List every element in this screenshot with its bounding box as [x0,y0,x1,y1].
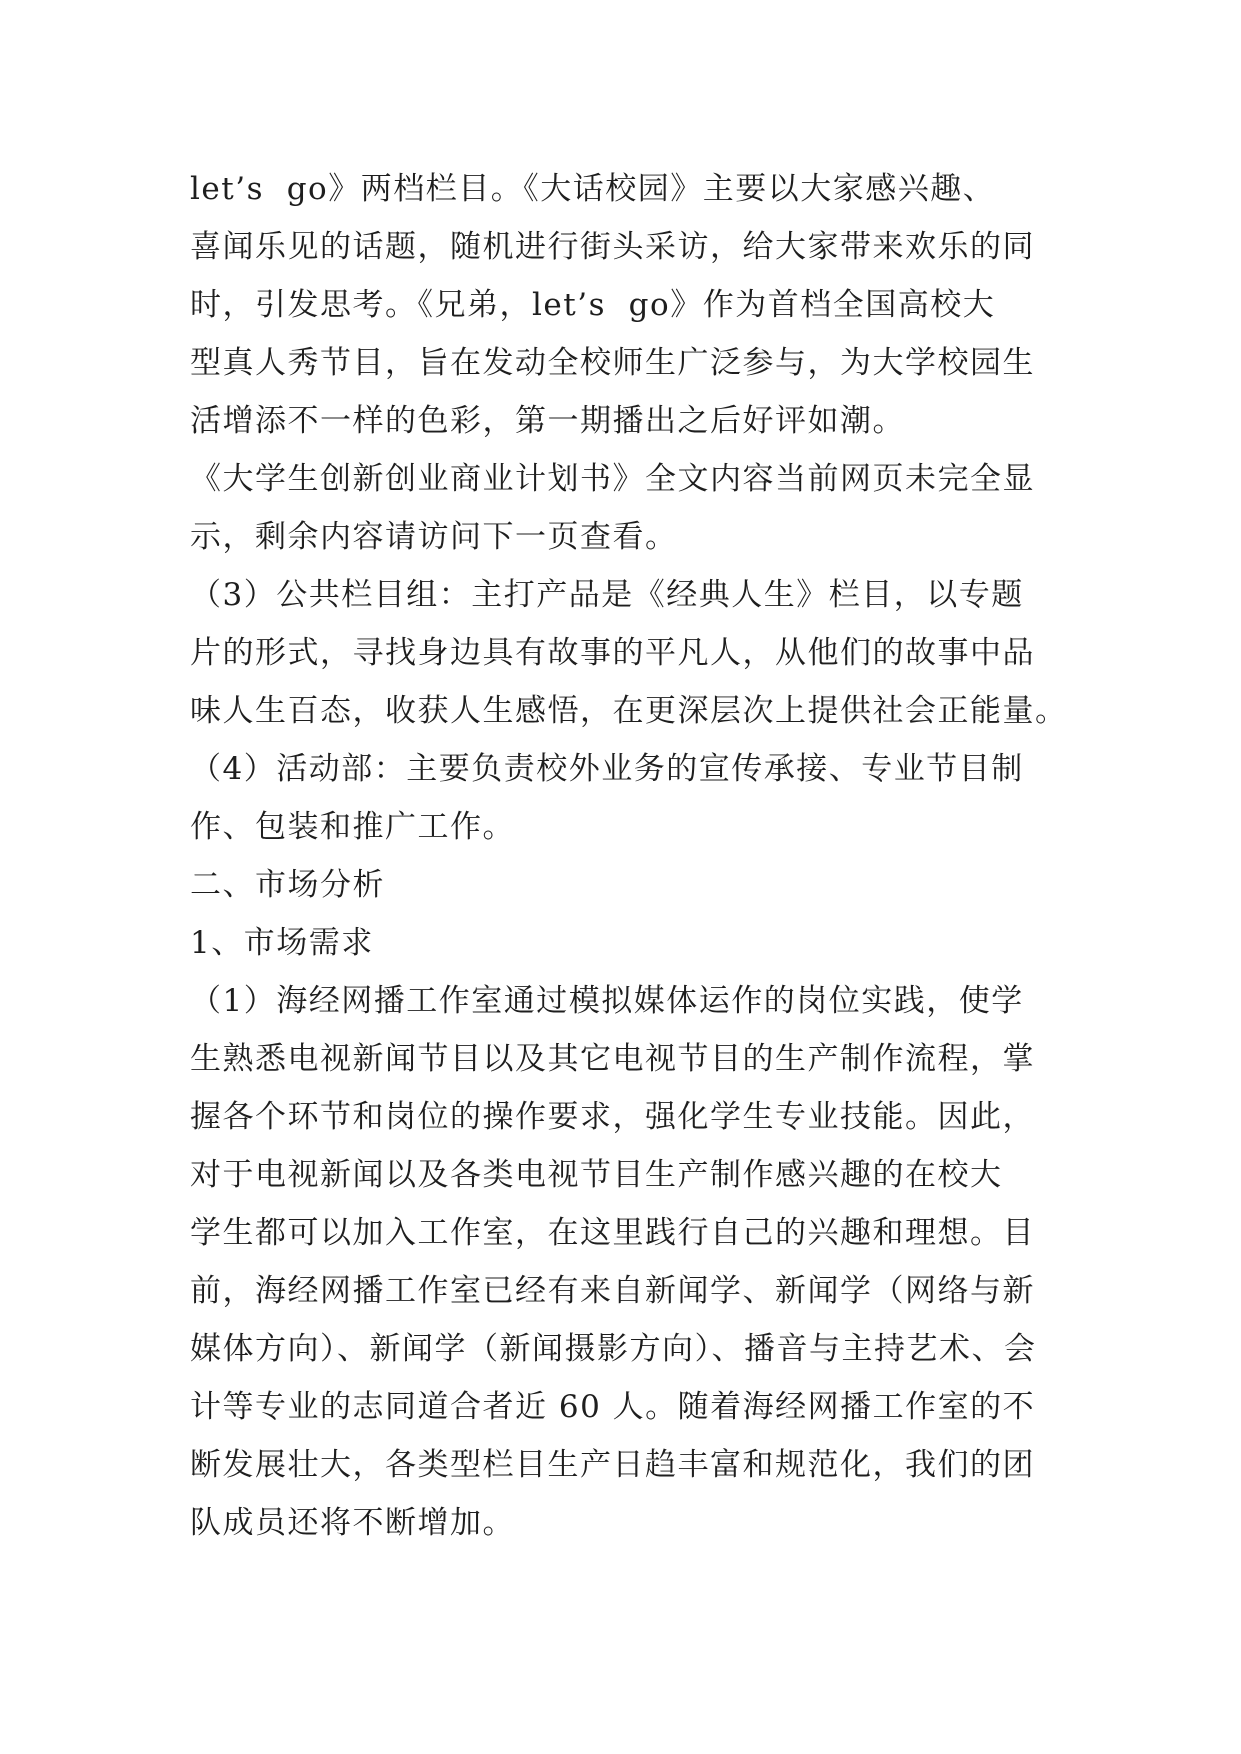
text-line: 握各个环节和岗位的操作要求，强化学生专业技能。因此， [190,1099,1035,1135]
text-line: 学生都可以加入工作室，在这里践行自己的兴趣和理想。目 [190,1215,1035,1251]
text-line: 生熟悉电视新闻节目以及其它电视节目的生产制作流程，掌 [190,1041,1035,1077]
section-heading: 二、市场分析 [190,867,385,903]
notice-line: 《大学生创新创业商业计划书》全文内容当前网页未完全显 [190,461,1035,497]
text-line: let’s go》两档栏目。《大话校园》主要以大家感兴趣、 [190,171,996,207]
subsection-heading: 1、市场需求 [190,925,374,961]
text-line: 对于电视新闻以及各类电视节目生产制作感兴趣的在校大 [190,1157,1003,1193]
text-line: 作、包装和推广工作。 [190,809,515,845]
text-line: （1）海经网播工作室通过模拟媒体运作的岗位实践，使学 [190,983,1024,1019]
document-body [190,160,1070,1552]
text-line: 片的形式，寻找身边具有故事的平凡人，从他们的故事中品 [190,635,1035,671]
text-line: 前，海经网播工作室已经有来自新闻学、新闻学（网络与新 [190,1273,1035,1309]
text-line: 媒体方向）、新闻学（新闻摄影方向）、播音与主持艺术、会 [190,1331,1037,1367]
text-line: （3）公共栏目组：主打产品是《经典人生》栏目，以专题 [190,577,1024,613]
text-line: 型真人秀节目，旨在发动全校师生广泛参与，为大学校园生 [190,345,1035,381]
text-line: （4）活动部：主要负责校外业务的宣传承接、专业节目制 [190,751,1024,787]
text-line: 活增添不一样的色彩，第一期播出之后好评如潮。 [190,403,905,439]
text-line: 时，引发思考。《兄弟，let’s go》作为首档全国高校大 [190,287,996,323]
text-line: 队成员还将不断增加。 [190,1505,515,1541]
text-line: 味人生百态，收获人生感悟，在更深层次上提供社会正能量。 [190,693,1068,729]
text-line: 计等专业的志同道合者近 60 人。随着海经网播工作室的不 [190,1389,1036,1425]
text-line: 断发展壮大，各类型栏目生产日趋丰富和规范化，我们的团 [190,1447,1035,1483]
text-line: 喜闻乐见的话题，随机进行街头采访，给大家带来欢乐的同 [190,229,1035,265]
notice-line: 示，剩余内容请访问下一页查看。 [190,519,678,555]
